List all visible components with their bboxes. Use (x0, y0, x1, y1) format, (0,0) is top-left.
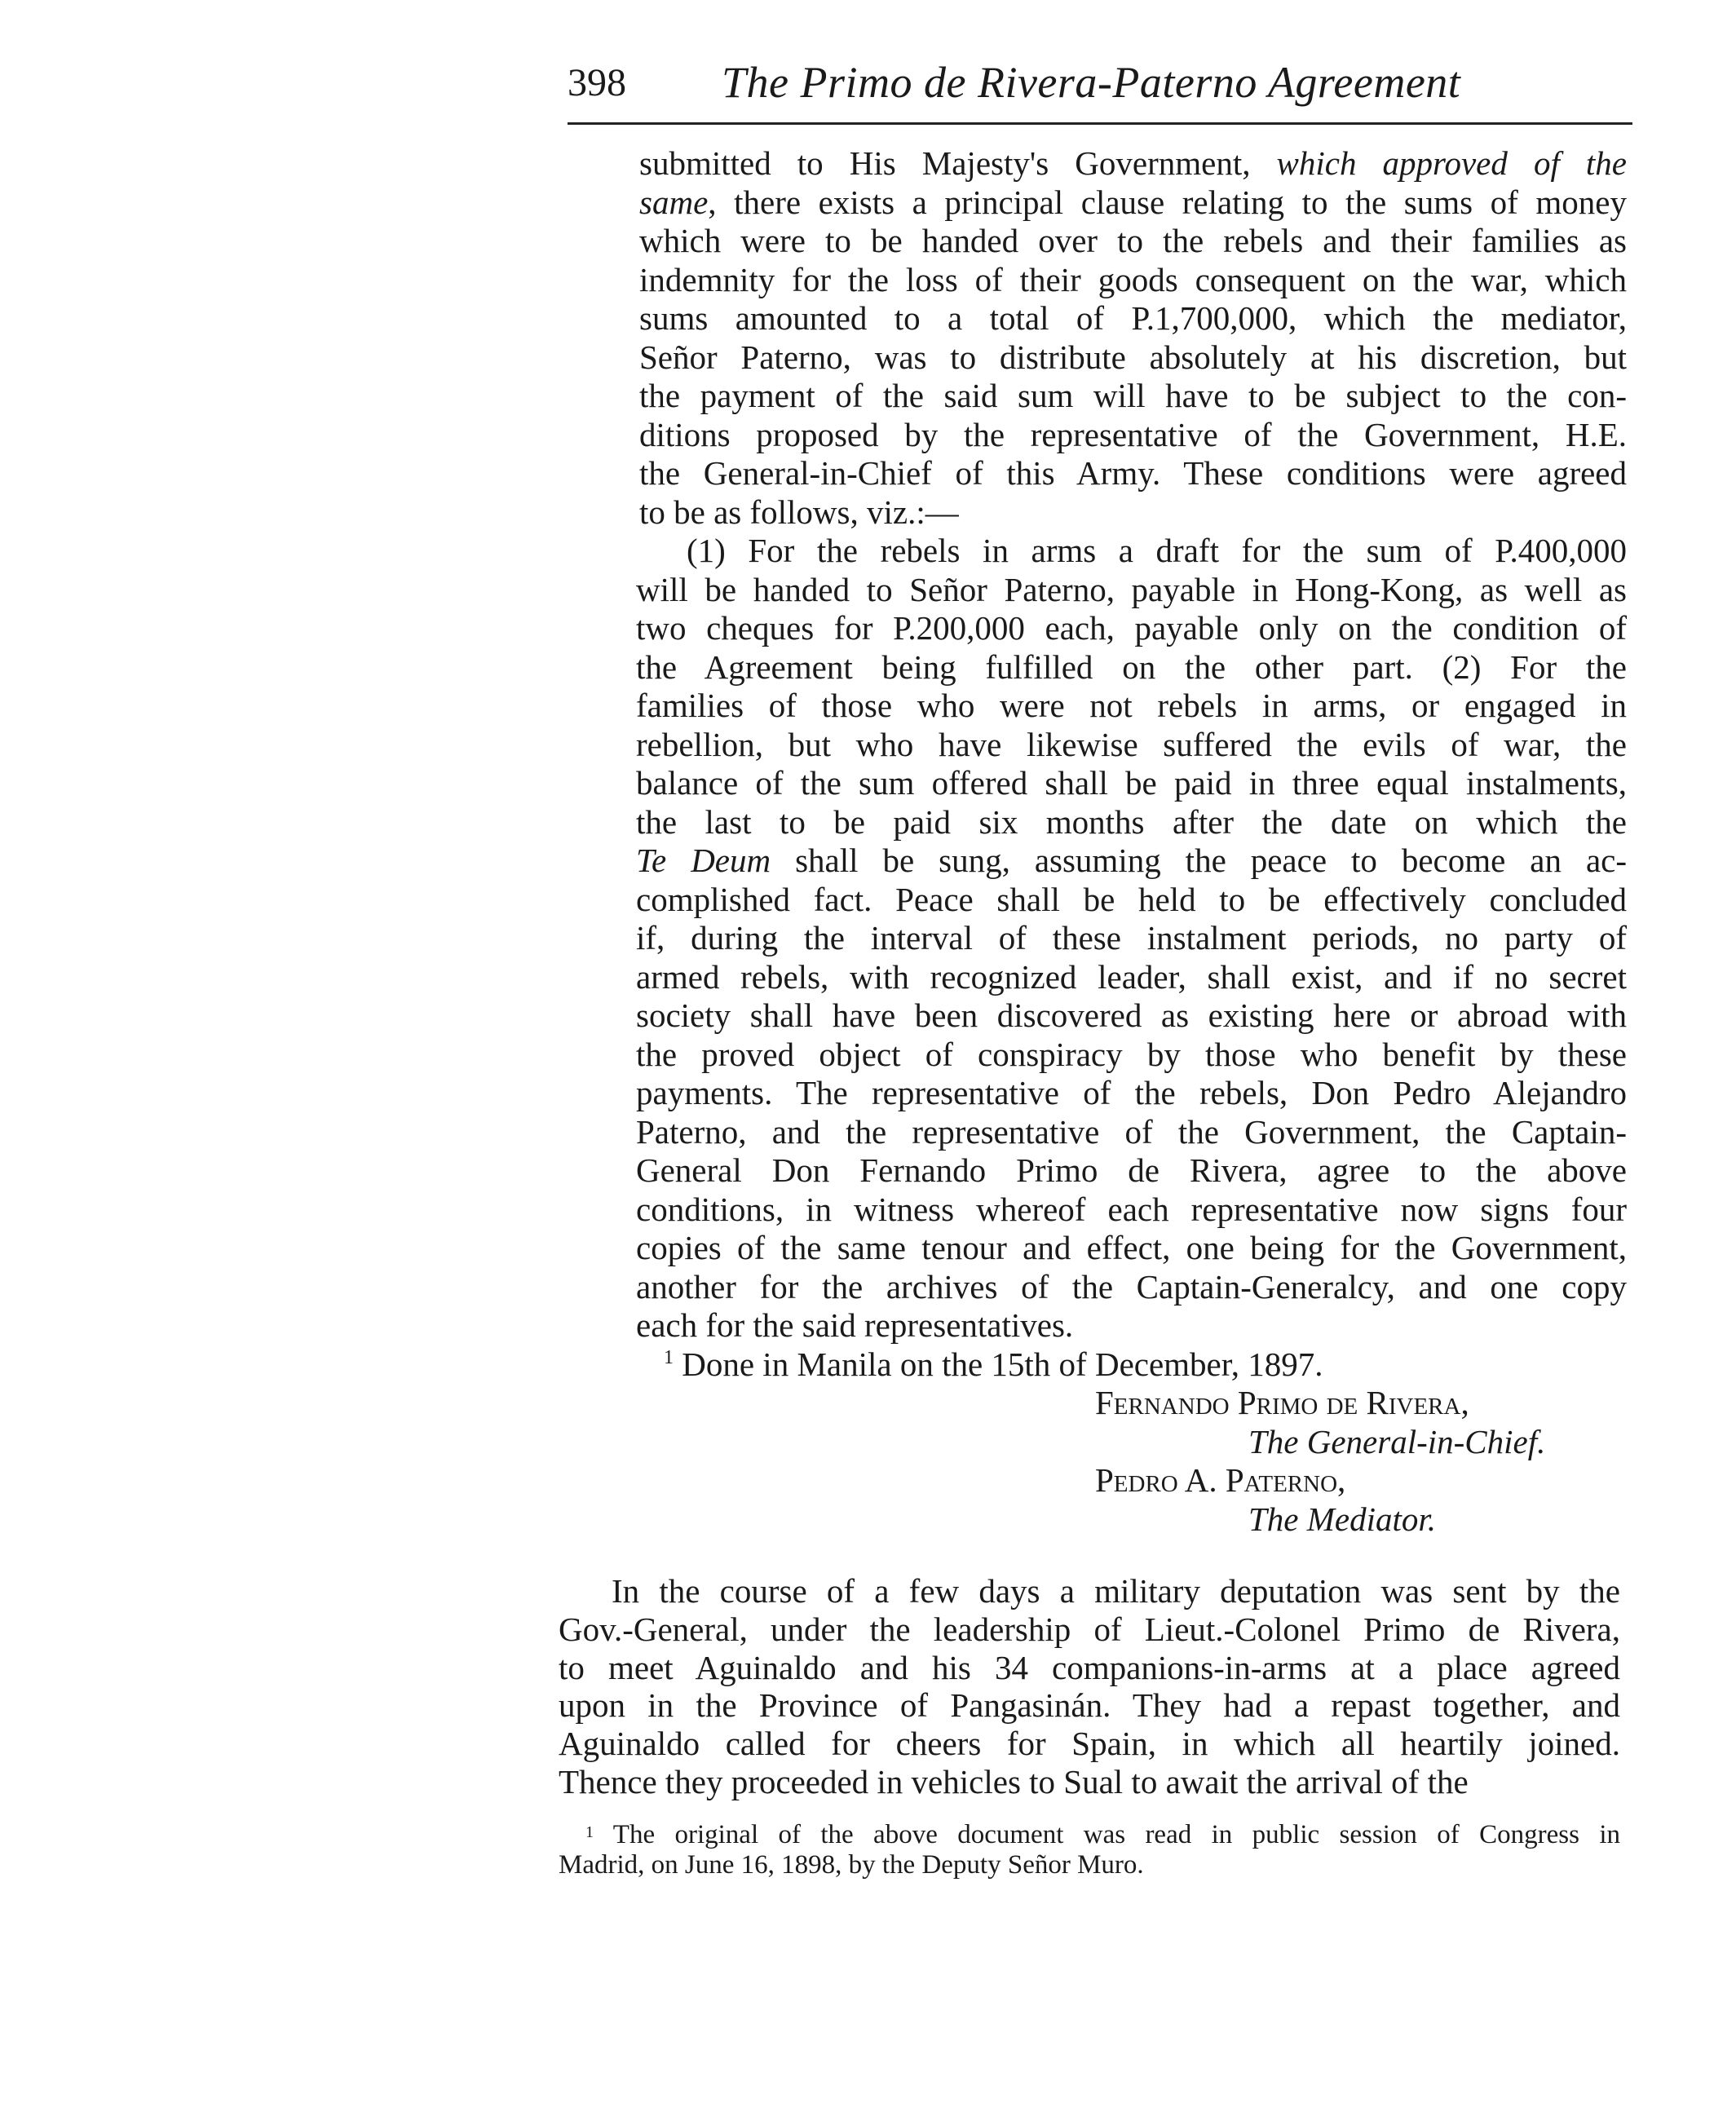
text-segment: sums amounted to a total of P.1,700,000, which the mediator, (639, 299, 1627, 337)
italic-text: which approved of the (1276, 144, 1628, 182)
text-line (559, 1850, 1620, 1880)
text-segment: society shall have been discovered as existing here or abroad with (636, 996, 1627, 1034)
narrative-paragraph (559, 1572, 1620, 1801)
text-segment: Paterno, and the representative of the Government, the Captain- (636, 1112, 1627, 1151)
text-line (636, 1268, 1627, 1307)
text-line (636, 1306, 1627, 1345)
text-line (639, 338, 1627, 378)
text-line (636, 919, 1627, 958)
text-segment: to meet Aguinaldo and his 34 companions-in-arms at a place agreed (559, 1648, 1620, 1686)
text-segment: Thence they proceeded in vehicles to Sual to await the arrival of the (559, 1762, 1469, 1800)
text-line (639, 416, 1627, 455)
signature-title: The Mediator. (1248, 1500, 1437, 1538)
text-segment: shall be sung, assuming the peace to become an ac- (771, 842, 1628, 879)
text-line (636, 687, 1627, 726)
text-segment: another for the archives of the Captain-Generalcy, and one copy (636, 1267, 1627, 1306)
text-line (636, 1113, 1627, 1152)
signature-title: The General-in-Chief. (1248, 1423, 1546, 1460)
text-line (639, 454, 1627, 493)
text-segment: if, during the interval of these instalment periods, no party of (636, 919, 1627, 957)
text-line (559, 1649, 1620, 1687)
signature-name: Fernando Primo de Rivera, (1095, 1384, 1469, 1421)
italic-text: same (639, 183, 709, 221)
text-line (636, 648, 1627, 687)
text-segment: conditions, in witness whereof each representative now signs four (636, 1190, 1627, 1228)
footnote-marker: 1 (664, 1347, 674, 1368)
text-line (559, 1725, 1620, 1763)
text-line (639, 183, 1627, 223)
text-line (636, 726, 1627, 765)
text-line (636, 571, 1627, 610)
text-line (559, 1820, 1620, 1850)
text-line (639, 299, 1627, 338)
text-segment: General Don Fernando Primo de Rivera, agree to the above (636, 1151, 1627, 1189)
signature-name: Pedro A. Paterno, (1095, 1461, 1346, 1499)
text-segment: complished fact. Peace shall be held to be effectively concluded (636, 880, 1627, 918)
italic-text: Te Deum (636, 842, 771, 879)
text-line (636, 1229, 1627, 1268)
text-line (636, 996, 1627, 1036)
text-segment: two cheques for P.200,000 each, payable only on the condition of (636, 609, 1627, 647)
dated-line (664, 1345, 1323, 1385)
header-rule (568, 122, 1632, 125)
page-number: 398 (568, 61, 626, 104)
text-segment: , there exists a principal clause relating to the sums of money (708, 183, 1627, 221)
running-title: The Primo de Rivera-Paterno Agreement (722, 58, 1461, 107)
text-segment: families of those who were not rebels in arms, or engaged in (636, 687, 1627, 724)
text-line (636, 881, 1627, 920)
text-segment: which were to be handed over to the rebels and their families as (639, 222, 1627, 259)
text-segment: the payment of the said sum will have to be subject to the con- (639, 377, 1627, 414)
text-segment: In the course of a few days a military deputation was sent by the (612, 1572, 1620, 1610)
text-line (636, 1191, 1627, 1230)
text-segment: the General-in-Chief of this Army. These conditions were agreed (639, 454, 1627, 492)
text-segment: upon in the Province of Pangasinán. They had a repast together, and (559, 1686, 1620, 1725)
text-segment: ditions proposed by the representative of the Government, H.E. (639, 415, 1627, 453)
text-line (639, 222, 1627, 261)
text-segment: Madrid, on June 16, 1898, by the Deputy Señor Muro. (559, 1850, 1144, 1880)
text-line (636, 1151, 1627, 1191)
text-segment: balance of the sum offered shall be paid in three equal instalments, (636, 764, 1627, 802)
text-segment: each for the said representatives. (636, 1306, 1074, 1344)
text-segment: Señor Paterno, was to distribute absolutely at his discretion, but (639, 338, 1627, 376)
text-segment: copies of the same tenour and effect, one being for the Government, (636, 1229, 1627, 1266)
footnote-marker: 1 (585, 1823, 594, 1841)
text-segment: Gov.-General, under the leadership of Lieut.-Colonel Primo de Rivera, (559, 1610, 1620, 1648)
text-line (559, 1763, 1620, 1801)
text-segment: The original of the above document was read in public session of Congress in (594, 1820, 1620, 1849)
text-line (559, 1610, 1620, 1649)
text-line (636, 958, 1627, 997)
dated-line-text: Done in Manila on the 15th of December, 1897. (674, 1345, 1323, 1383)
text-segment: armed rebels, with recognized leader, shall exist, and if no secret (636, 957, 1627, 996)
text-line (636, 1036, 1627, 1075)
text-line (636, 609, 1627, 648)
text-segment: the Agreement being fulfilled on the other part. (2) For the (636, 647, 1627, 686)
text-segment: indemnity for the loss of their goods consequent on the war, which (639, 260, 1627, 298)
text-line (636, 764, 1627, 803)
text-segment: payments. The representative of the rebels, Don Pedro Alejandro (636, 1074, 1627, 1111)
text-segment: Aguinaldo called for cheers for Spain, in which all heartily joined. (559, 1725, 1620, 1763)
agreement-conditions-paragraph (636, 532, 1627, 1345)
text-line (559, 1572, 1620, 1610)
text-line (559, 1686, 1620, 1725)
agreement-text-paragraph-1 (639, 144, 1627, 532)
text-segment: rebellion, but who have likewise suffered the evils of war, the (636, 725, 1627, 763)
footnote (559, 1820, 1620, 1880)
text-segment: will be handed to Señor Paterno, payable in Hong-Kong, as well as (636, 570, 1627, 608)
text-line (636, 1074, 1627, 1113)
text-segment: (1) For the rebels in arms a draft for the sum of P.400,000 (687, 532, 1627, 569)
text-line (636, 532, 1627, 571)
text-segment: to be as follows, viz.:— (639, 493, 959, 531)
text-segment: submitted to His Majesty's Government, (639, 144, 1277, 182)
text-segment: the last to be paid six months after the date on which the (636, 802, 1627, 841)
text-line (639, 377, 1627, 416)
text-segment: the proved object of conspiracy by those who benefit by these (636, 1035, 1627, 1073)
text-line (639, 261, 1627, 300)
text-line (636, 842, 1627, 881)
text-line (639, 144, 1627, 183)
text-line (639, 493, 1627, 532)
text-line (636, 803, 1627, 842)
